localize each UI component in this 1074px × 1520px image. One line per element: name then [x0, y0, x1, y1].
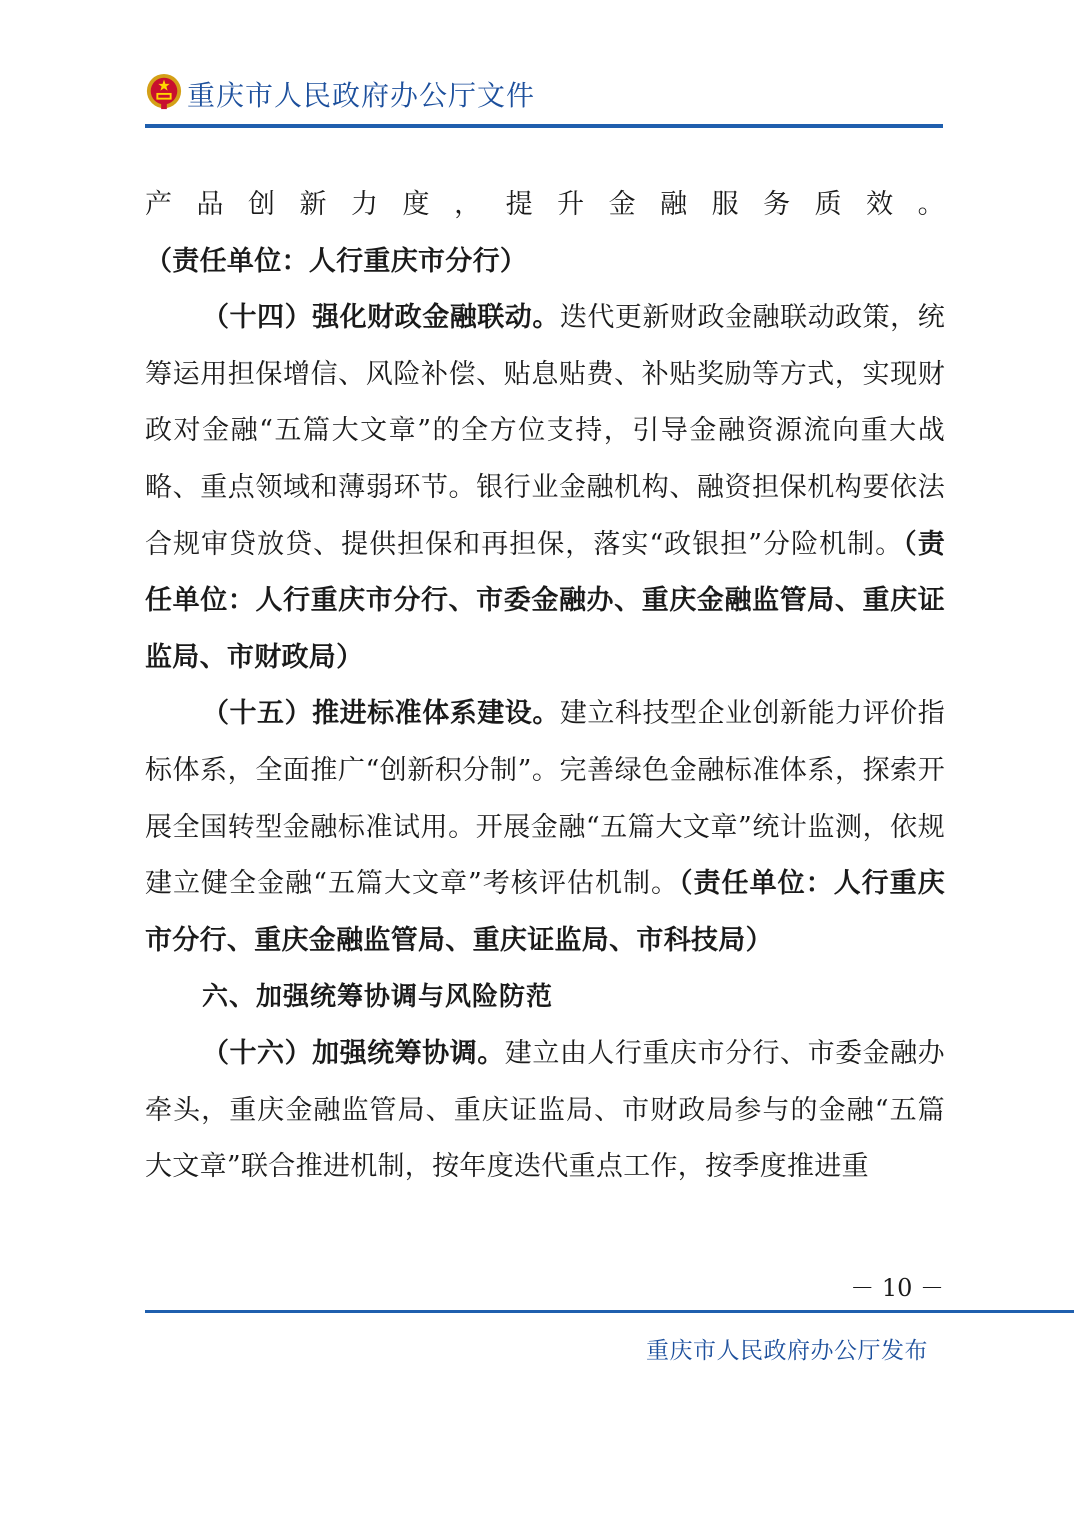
paragraph-lead: （十四）强化财政金融联动。	[202, 302, 560, 334]
responsibility-note: （责任单位：人行重庆市分行）	[145, 245, 528, 277]
paragraph-16	[145, 1026, 945, 1196]
document-header	[145, 68, 945, 128]
paragraph-lead: （十六）加强统筹协调。	[202, 1037, 505, 1069]
responsibility-note: （责任单位：人行重庆市分行、重庆金融监管局、重庆证监局、市科技局）	[145, 868, 945, 956]
section-heading: 六、加强统筹协调与风险防范	[202, 982, 554, 1013]
header-divider	[145, 124, 943, 128]
paragraph-14	[145, 290, 945, 686]
page-number: － 10 －	[850, 1274, 944, 1302]
paragraph-continuation	[145, 177, 945, 290]
paragraph-text: 迭代更新财政金融联动政策，统筹运用担保增信、风险补偿、贴息贴费、补贴奖励等方式，实现财政对金融“五篇大文章”的全方位支持，引导金融资源流向重大战略、重点领域和薄弱环节。银行业金融机构、融资担保机构要依法合规审贷放贷、提供担保和再担保，落实“政银担”分险机制。	[145, 302, 946, 560]
national-emblem-icon	[145, 72, 183, 112]
document-body	[145, 177, 945, 1196]
paragraph-lead: （十五）推进标准体系建设。	[202, 698, 560, 730]
paragraph-15	[145, 686, 945, 969]
footer-divider	[145, 1310, 1074, 1313]
responsibility-note: （责任单位：人行重庆市分行、市委金融办、重庆金融监管局、重庆证监局、市财政局）	[145, 528, 945, 673]
paragraph-text: 建立科技型企业创新能力评价指标体系，全面推广“创新积分制”。完善绿色金融标准体系，探索开展全国转型金融标准试用。开展金融“五篇大文章”统计监测，依规建立健全金融“五篇大文章”考核评估机制。	[145, 698, 946, 900]
paragraph-text: 产品创新力度，提升金融服务质效。	[145, 189, 945, 220]
paragraph-text: 建立由人行重庆市分行、市委金融办牵头，重庆金融监管局、重庆证监局、市财政局参与的金融“五篇大文章”联合推进机制，按年度迭代重点工作，按季度推进重	[145, 1037, 945, 1183]
footer-publisher: 重庆市人民政府办公厅发布	[646, 1338, 928, 1364]
header-title: 重庆市人民政府办公厅文件	[187, 79, 536, 112]
